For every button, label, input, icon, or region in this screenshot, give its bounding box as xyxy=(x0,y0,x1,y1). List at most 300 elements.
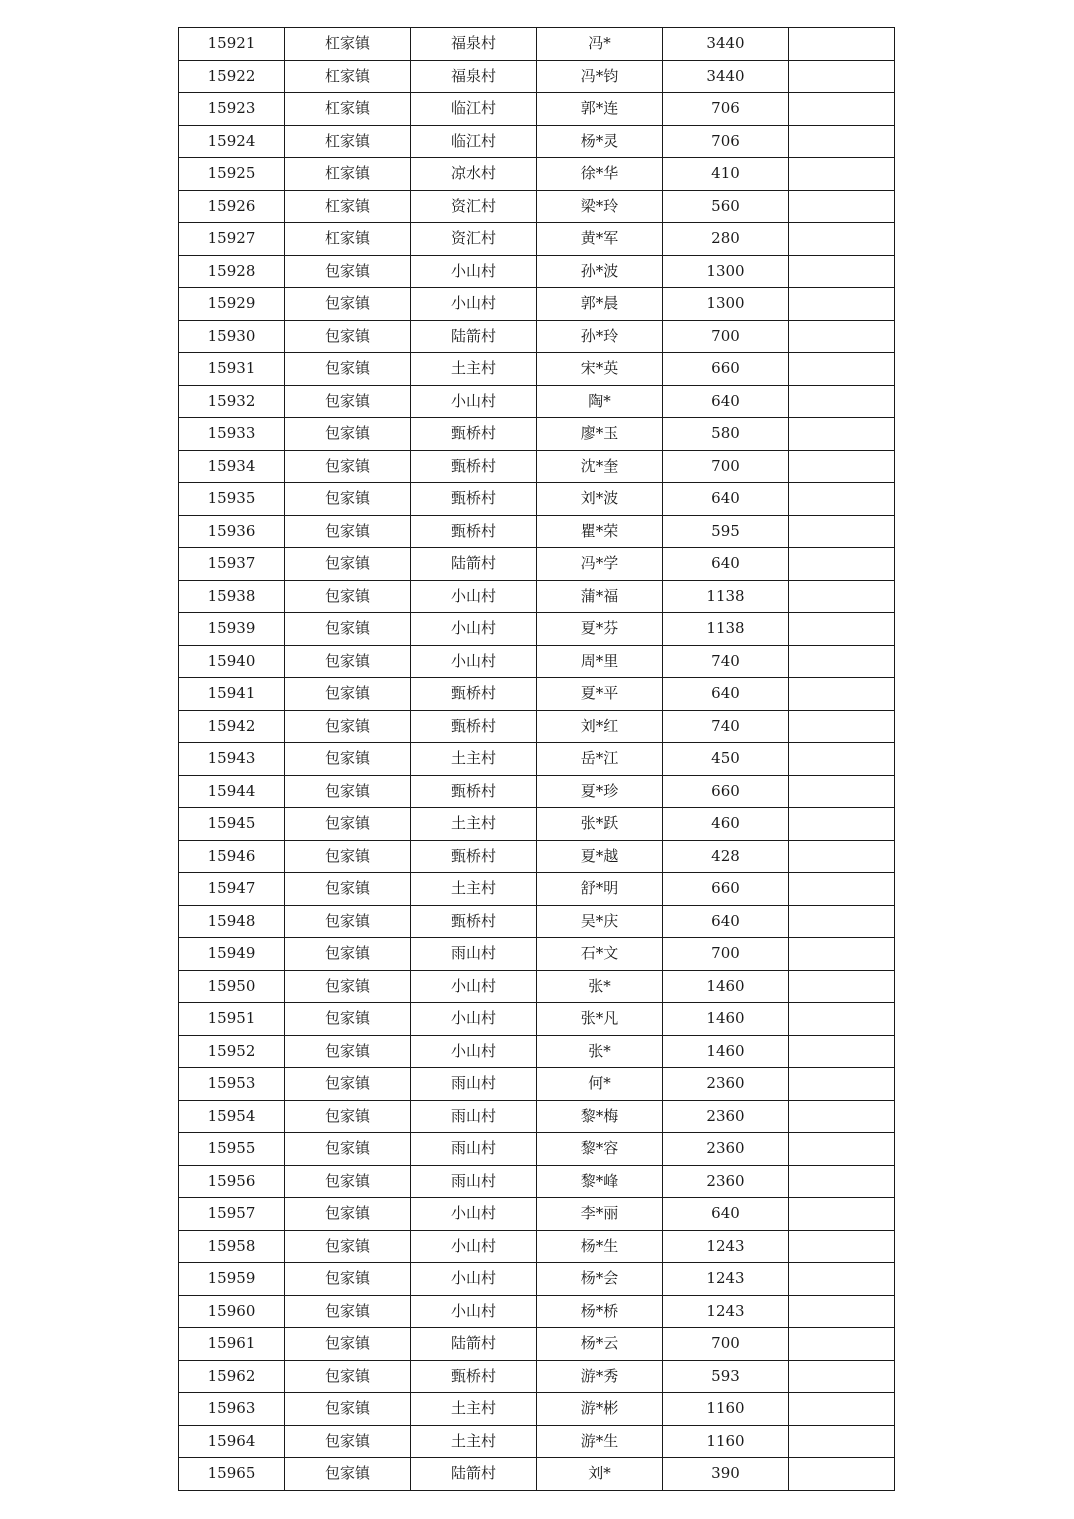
amount-cell: 580 xyxy=(663,418,789,451)
town-cell: 包家镇 xyxy=(285,710,411,743)
village-cell: 福泉村 xyxy=(411,60,537,93)
town-cell: 包家镇 xyxy=(285,1035,411,1068)
serial-number-cell: 15961 xyxy=(179,1328,285,1361)
note-cell xyxy=(789,1458,895,1491)
note-cell xyxy=(789,743,895,776)
table-row xyxy=(179,353,895,386)
note-cell xyxy=(789,418,895,451)
village-cell: 雨山村 xyxy=(411,1100,537,1133)
note-cell xyxy=(789,678,895,711)
table-row xyxy=(179,320,895,353)
name-cell: 夏*珍 xyxy=(537,775,663,808)
amount-cell: 3440 xyxy=(663,28,789,61)
table-row xyxy=(179,970,895,1003)
village-cell: 甄桥村 xyxy=(411,515,537,548)
serial-number-cell: 15945 xyxy=(179,808,285,841)
amount-cell: 660 xyxy=(663,353,789,386)
name-cell: 张*跃 xyxy=(537,808,663,841)
note-cell xyxy=(789,1393,895,1426)
table-row xyxy=(179,1295,895,1328)
amount-cell: 428 xyxy=(663,840,789,873)
town-cell: 包家镇 xyxy=(285,1198,411,1231)
village-cell: 陆箭村 xyxy=(411,548,537,581)
note-cell xyxy=(789,385,895,418)
serial-number-cell: 15960 xyxy=(179,1295,285,1328)
amount-cell: 700 xyxy=(663,1328,789,1361)
note-cell xyxy=(789,353,895,386)
table-row xyxy=(179,548,895,581)
table-row xyxy=(179,450,895,483)
name-cell: 杨*生 xyxy=(537,1230,663,1263)
amount-cell: 1460 xyxy=(663,1035,789,1068)
town-cell: 包家镇 xyxy=(285,418,411,451)
amount-cell: 1138 xyxy=(663,613,789,646)
note-cell xyxy=(789,93,895,126)
name-cell: 黎*容 xyxy=(537,1133,663,1166)
table-row xyxy=(179,1068,895,1101)
table-row xyxy=(179,418,895,451)
amount-cell: 1460 xyxy=(663,1003,789,1036)
village-cell: 甄桥村 xyxy=(411,1360,537,1393)
serial-number-cell: 15937 xyxy=(179,548,285,581)
village-cell: 小山村 xyxy=(411,970,537,1003)
note-cell xyxy=(789,1425,895,1458)
table-row xyxy=(179,678,895,711)
table-row xyxy=(179,1458,895,1491)
table-row xyxy=(179,1425,895,1458)
serial-number-cell: 15922 xyxy=(179,60,285,93)
note-cell xyxy=(789,1360,895,1393)
town-cell: 包家镇 xyxy=(285,645,411,678)
name-cell: 瞿*荣 xyxy=(537,515,663,548)
village-cell: 雨山村 xyxy=(411,1068,537,1101)
town-cell: 杠家镇 xyxy=(285,28,411,61)
serial-number-cell: 15929 xyxy=(179,288,285,321)
table-row xyxy=(179,1230,895,1263)
name-cell: 张* xyxy=(537,1035,663,1068)
name-cell: 孙*玲 xyxy=(537,320,663,353)
town-cell: 包家镇 xyxy=(285,743,411,776)
serial-number-cell: 15952 xyxy=(179,1035,285,1068)
town-cell: 包家镇 xyxy=(285,548,411,581)
name-cell: 舒*明 xyxy=(537,873,663,906)
village-cell: 小山村 xyxy=(411,1230,537,1263)
serial-number-cell: 15923 xyxy=(179,93,285,126)
serial-number-cell: 15951 xyxy=(179,1003,285,1036)
village-cell: 雨山村 xyxy=(411,1133,537,1166)
table-row xyxy=(179,1003,895,1036)
village-cell: 小山村 xyxy=(411,385,537,418)
serial-number-cell: 15965 xyxy=(179,1458,285,1491)
amount-cell: 450 xyxy=(663,743,789,776)
village-cell: 资汇村 xyxy=(411,190,537,223)
town-cell: 包家镇 xyxy=(285,873,411,906)
name-cell: 游*彬 xyxy=(537,1393,663,1426)
table-row xyxy=(179,158,895,191)
serial-number-cell: 15958 xyxy=(179,1230,285,1263)
amount-cell: 706 xyxy=(663,125,789,158)
amount-cell: 2360 xyxy=(663,1133,789,1166)
serial-number-cell: 15959 xyxy=(179,1263,285,1296)
village-cell: 凉水村 xyxy=(411,158,537,191)
town-cell: 包家镇 xyxy=(285,580,411,613)
name-cell: 杨*云 xyxy=(537,1328,663,1361)
amount-cell: 1243 xyxy=(663,1263,789,1296)
name-cell: 刘*波 xyxy=(537,483,663,516)
note-cell xyxy=(789,158,895,191)
note-cell xyxy=(789,710,895,743)
amount-cell: 2360 xyxy=(663,1165,789,1198)
note-cell xyxy=(789,28,895,61)
village-cell: 福泉村 xyxy=(411,28,537,61)
amount-cell: 1243 xyxy=(663,1295,789,1328)
note-cell xyxy=(789,483,895,516)
town-cell: 包家镇 xyxy=(285,970,411,1003)
table-row xyxy=(179,1035,895,1068)
serial-number-cell: 15921 xyxy=(179,28,285,61)
note-cell xyxy=(789,905,895,938)
town-cell: 包家镇 xyxy=(285,1003,411,1036)
name-cell: 吴*庆 xyxy=(537,905,663,938)
serial-number-cell: 15963 xyxy=(179,1393,285,1426)
note-cell xyxy=(789,1068,895,1101)
town-cell: 杠家镇 xyxy=(285,158,411,191)
table-row xyxy=(179,613,895,646)
town-cell: 包家镇 xyxy=(285,938,411,971)
village-cell: 小山村 xyxy=(411,255,537,288)
amount-cell: 640 xyxy=(663,1198,789,1231)
name-cell: 徐*华 xyxy=(537,158,663,191)
name-cell: 郭*晨 xyxy=(537,288,663,321)
town-cell: 包家镇 xyxy=(285,1133,411,1166)
roster-table xyxy=(178,27,895,1491)
table-row xyxy=(179,60,895,93)
note-cell xyxy=(789,223,895,256)
village-cell: 土主村 xyxy=(411,1393,537,1426)
name-cell: 黎*峰 xyxy=(537,1165,663,1198)
table-row xyxy=(179,1328,895,1361)
serial-number-cell: 15930 xyxy=(179,320,285,353)
note-cell xyxy=(789,60,895,93)
name-cell: 刘* xyxy=(537,1458,663,1491)
note-cell xyxy=(789,1035,895,1068)
serial-number-cell: 15944 xyxy=(179,775,285,808)
town-cell: 包家镇 xyxy=(285,775,411,808)
town-cell: 包家镇 xyxy=(285,1425,411,1458)
table-row xyxy=(179,1133,895,1166)
village-cell: 陆箭村 xyxy=(411,320,537,353)
table-row xyxy=(179,710,895,743)
serial-number-cell: 15928 xyxy=(179,255,285,288)
amount-cell: 700 xyxy=(663,320,789,353)
serial-number-cell: 15948 xyxy=(179,905,285,938)
serial-number-cell: 15932 xyxy=(179,385,285,418)
note-cell xyxy=(789,938,895,971)
note-cell xyxy=(789,1230,895,1263)
name-cell: 黄*军 xyxy=(537,223,663,256)
amount-cell: 640 xyxy=(663,483,789,516)
village-cell: 土主村 xyxy=(411,743,537,776)
town-cell: 包家镇 xyxy=(285,840,411,873)
note-cell xyxy=(789,450,895,483)
amount-cell: 1243 xyxy=(663,1230,789,1263)
table-row xyxy=(179,93,895,126)
village-cell: 甄桥村 xyxy=(411,840,537,873)
village-cell: 雨山村 xyxy=(411,938,537,971)
table-row xyxy=(179,223,895,256)
serial-number-cell: 15950 xyxy=(179,970,285,1003)
table-row xyxy=(179,938,895,971)
name-cell: 陶* xyxy=(537,385,663,418)
town-cell: 包家镇 xyxy=(285,288,411,321)
serial-number-cell: 15927 xyxy=(179,223,285,256)
amount-cell: 460 xyxy=(663,808,789,841)
note-cell xyxy=(789,840,895,873)
name-cell: 梁*玲 xyxy=(537,190,663,223)
amount-cell: 660 xyxy=(663,873,789,906)
table-row xyxy=(179,580,895,613)
amount-cell: 1300 xyxy=(663,288,789,321)
village-cell: 小山村 xyxy=(411,1035,537,1068)
serial-number-cell: 15962 xyxy=(179,1360,285,1393)
village-cell: 资汇村 xyxy=(411,223,537,256)
serial-number-cell: 15934 xyxy=(179,450,285,483)
note-cell xyxy=(789,613,895,646)
amount-cell: 700 xyxy=(663,450,789,483)
note-cell xyxy=(789,1100,895,1133)
note-cell xyxy=(789,1133,895,1166)
serial-number-cell: 15946 xyxy=(179,840,285,873)
amount-cell: 2360 xyxy=(663,1068,789,1101)
village-cell: 甄桥村 xyxy=(411,678,537,711)
amount-cell: 1460 xyxy=(663,970,789,1003)
serial-number-cell: 15941 xyxy=(179,678,285,711)
note-cell xyxy=(789,970,895,1003)
village-cell: 小山村 xyxy=(411,1295,537,1328)
name-cell: 岳*江 xyxy=(537,743,663,776)
name-cell: 游*生 xyxy=(537,1425,663,1458)
name-cell: 夏*越 xyxy=(537,840,663,873)
table-row xyxy=(179,1263,895,1296)
table-row xyxy=(179,515,895,548)
note-cell xyxy=(789,125,895,158)
note-cell xyxy=(789,1165,895,1198)
town-cell: 包家镇 xyxy=(285,1230,411,1263)
name-cell: 黎*梅 xyxy=(537,1100,663,1133)
village-cell: 甄桥村 xyxy=(411,418,537,451)
village-cell: 甄桥村 xyxy=(411,775,537,808)
village-cell: 小山村 xyxy=(411,288,537,321)
name-cell: 刘*红 xyxy=(537,710,663,743)
note-cell xyxy=(789,873,895,906)
note-cell xyxy=(789,808,895,841)
table-row xyxy=(179,288,895,321)
amount-cell: 700 xyxy=(663,938,789,971)
amount-cell: 560 xyxy=(663,190,789,223)
name-cell: 廖*玉 xyxy=(537,418,663,451)
table-row xyxy=(179,190,895,223)
table-row xyxy=(179,743,895,776)
village-cell: 小山村 xyxy=(411,1003,537,1036)
note-cell xyxy=(789,288,895,321)
town-cell: 包家镇 xyxy=(285,1263,411,1296)
town-cell: 包家镇 xyxy=(285,1360,411,1393)
name-cell: 蒲*福 xyxy=(537,580,663,613)
note-cell xyxy=(789,580,895,613)
serial-number-cell: 15938 xyxy=(179,580,285,613)
serial-number-cell: 15955 xyxy=(179,1133,285,1166)
note-cell xyxy=(789,1328,895,1361)
amount-cell: 1160 xyxy=(663,1393,789,1426)
table-row xyxy=(179,645,895,678)
village-cell: 甄桥村 xyxy=(411,710,537,743)
amount-cell: 660 xyxy=(663,775,789,808)
town-cell: 杠家镇 xyxy=(285,190,411,223)
village-cell: 甄桥村 xyxy=(411,450,537,483)
village-cell: 甄桥村 xyxy=(411,483,537,516)
serial-number-cell: 15933 xyxy=(179,418,285,451)
town-cell: 包家镇 xyxy=(285,1100,411,1133)
note-cell xyxy=(789,1198,895,1231)
name-cell: 郭*连 xyxy=(537,93,663,126)
note-cell xyxy=(789,645,895,678)
amount-cell: 740 xyxy=(663,710,789,743)
amount-cell: 640 xyxy=(663,548,789,581)
amount-cell: 3440 xyxy=(663,60,789,93)
village-cell: 土主村 xyxy=(411,1425,537,1458)
serial-number-cell: 15939 xyxy=(179,613,285,646)
town-cell: 杠家镇 xyxy=(285,125,411,158)
table-row xyxy=(179,483,895,516)
town-cell: 杠家镇 xyxy=(285,60,411,93)
town-cell: 包家镇 xyxy=(285,808,411,841)
serial-number-cell: 15931 xyxy=(179,353,285,386)
village-cell: 小山村 xyxy=(411,645,537,678)
table-row xyxy=(179,255,895,288)
name-cell: 张* xyxy=(537,970,663,1003)
name-cell: 石*文 xyxy=(537,938,663,971)
table-row xyxy=(179,1393,895,1426)
serial-number-cell: 15949 xyxy=(179,938,285,971)
table-row xyxy=(179,873,895,906)
amount-cell: 595 xyxy=(663,515,789,548)
name-cell: 沈*奎 xyxy=(537,450,663,483)
note-cell xyxy=(789,1295,895,1328)
note-cell xyxy=(789,320,895,353)
village-cell: 陆箭村 xyxy=(411,1458,537,1491)
amount-cell: 2360 xyxy=(663,1100,789,1133)
table-row xyxy=(179,840,895,873)
village-cell: 临江村 xyxy=(411,125,537,158)
town-cell: 包家镇 xyxy=(285,613,411,646)
note-cell xyxy=(789,515,895,548)
amount-cell: 390 xyxy=(663,1458,789,1491)
name-cell: 杨*灵 xyxy=(537,125,663,158)
serial-number-cell: 15935 xyxy=(179,483,285,516)
town-cell: 包家镇 xyxy=(285,483,411,516)
town-cell: 包家镇 xyxy=(285,320,411,353)
amount-cell: 1300 xyxy=(663,255,789,288)
amount-cell: 593 xyxy=(663,1360,789,1393)
serial-number-cell: 15925 xyxy=(179,158,285,191)
serial-number-cell: 15936 xyxy=(179,515,285,548)
name-cell: 孙*波 xyxy=(537,255,663,288)
serial-number-cell: 15964 xyxy=(179,1425,285,1458)
name-cell: 宋*英 xyxy=(537,353,663,386)
note-cell xyxy=(789,255,895,288)
amount-cell: 740 xyxy=(663,645,789,678)
name-cell: 夏*芬 xyxy=(537,613,663,646)
table-row xyxy=(179,1198,895,1231)
amount-cell: 640 xyxy=(663,905,789,938)
town-cell: 杠家镇 xyxy=(285,93,411,126)
town-cell: 包家镇 xyxy=(285,450,411,483)
town-cell: 包家镇 xyxy=(285,1393,411,1426)
serial-number-cell: 15956 xyxy=(179,1165,285,1198)
table-row xyxy=(179,1165,895,1198)
note-cell xyxy=(789,775,895,808)
serial-number-cell: 15953 xyxy=(179,1068,285,1101)
serial-number-cell: 15943 xyxy=(179,743,285,776)
town-cell: 包家镇 xyxy=(285,1165,411,1198)
amount-cell: 1138 xyxy=(663,580,789,613)
name-cell: 张*凡 xyxy=(537,1003,663,1036)
table-row xyxy=(179,28,895,61)
serial-number-cell: 15954 xyxy=(179,1100,285,1133)
town-cell: 杠家镇 xyxy=(285,223,411,256)
village-cell: 土主村 xyxy=(411,873,537,906)
name-cell: 冯*学 xyxy=(537,548,663,581)
village-cell: 小山村 xyxy=(411,580,537,613)
village-cell: 土主村 xyxy=(411,808,537,841)
village-cell: 小山村 xyxy=(411,1263,537,1296)
town-cell: 包家镇 xyxy=(285,905,411,938)
name-cell: 周*里 xyxy=(537,645,663,678)
town-cell: 包家镇 xyxy=(285,1458,411,1491)
name-cell: 冯*钧 xyxy=(537,60,663,93)
note-cell xyxy=(789,1263,895,1296)
town-cell: 包家镇 xyxy=(285,353,411,386)
roster-table-body xyxy=(179,28,895,1491)
table-row xyxy=(179,775,895,808)
name-cell: 李*丽 xyxy=(537,1198,663,1231)
serial-number-cell: 15924 xyxy=(179,125,285,158)
name-cell: 杨*桥 xyxy=(537,1295,663,1328)
amount-cell: 280 xyxy=(663,223,789,256)
village-cell: 陆箭村 xyxy=(411,1328,537,1361)
table-row xyxy=(179,905,895,938)
amount-cell: 640 xyxy=(663,385,789,418)
amount-cell: 410 xyxy=(663,158,789,191)
village-cell: 临江村 xyxy=(411,93,537,126)
amount-cell: 1160 xyxy=(663,1425,789,1458)
serial-number-cell: 15942 xyxy=(179,710,285,743)
village-cell: 小山村 xyxy=(411,1198,537,1231)
amount-cell: 640 xyxy=(663,678,789,711)
town-cell: 包家镇 xyxy=(285,385,411,418)
village-cell: 雨山村 xyxy=(411,1165,537,1198)
name-cell: 游*秀 xyxy=(537,1360,663,1393)
table-row xyxy=(179,125,895,158)
name-cell: 冯* xyxy=(537,28,663,61)
name-cell: 夏*平 xyxy=(537,678,663,711)
serial-number-cell: 15940 xyxy=(179,645,285,678)
note-cell xyxy=(789,548,895,581)
town-cell: 包家镇 xyxy=(285,1295,411,1328)
serial-number-cell: 15926 xyxy=(179,190,285,223)
table-row xyxy=(179,1360,895,1393)
note-cell xyxy=(789,1003,895,1036)
